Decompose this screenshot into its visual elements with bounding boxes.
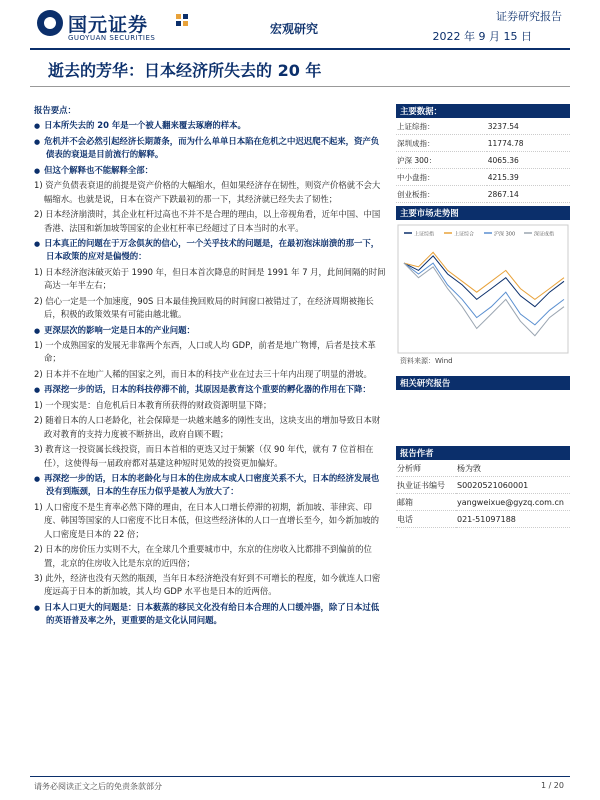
key-data-panel bbox=[396, 104, 570, 203]
author-field-label: 分析师 bbox=[396, 460, 456, 477]
sub-point: 3) 此外，经济也没有天然的瓶颈，当年日本经济绝没有好到不可增长的程度，如今就连人口密度远高于日本的新加坡，其人均 GDP 水平也是日本的近两倍。 bbox=[34, 573, 381, 597]
chart-frame bbox=[398, 225, 568, 353]
logo-subtext: GUOYUAN SECURITIES bbox=[68, 34, 156, 42]
key-data-name: 创业板指： bbox=[396, 186, 487, 203]
title-divider bbox=[30, 86, 570, 87]
sub-point: 2) 日本的房价压力实则不大，在全球几个重要城市中，东京的住房收入比都排不到偏前的位置，北京的住房收入比是东京的近四倍； bbox=[34, 544, 372, 568]
table-row bbox=[396, 186, 570, 203]
page-number: 1 / 20 bbox=[540, 781, 564, 790]
bullet: ● 再深挖一步的话，日本的老龄化与日本的住房成本或人口密度关系不大，日本的经济发展也没有到瓶颈，日本的生存压力似乎是被人为放大了： bbox=[34, 472, 387, 499]
table-row bbox=[396, 511, 570, 528]
key-data-value: 11774.78 bbox=[487, 135, 570, 152]
trend-chart-svg bbox=[396, 223, 570, 355]
table-row bbox=[396, 135, 570, 152]
legend-label: 沪深 300 bbox=[494, 231, 516, 238]
key-data-name: 沪深 300： bbox=[396, 152, 487, 169]
author-title: 报告作者 bbox=[396, 446, 570, 460]
sub-point: 1) 一个现实是：自危机后日本教育所获得的财政资源明显下降； bbox=[34, 399, 272, 410]
footer-divider bbox=[30, 776, 570, 777]
key-data-name: 上证综指： bbox=[396, 118, 487, 135]
author-phone: 021-51097188 bbox=[456, 511, 570, 528]
legend-label: 上证综合 bbox=[454, 231, 475, 238]
key-data-value: 2867.14 bbox=[487, 186, 570, 203]
sub-point: 1) 资产负债表衰退的前提是资产价格的大幅缩水，但如果经济存在韧性，则资产价格就不会大幅缩水。也就是说，日本在资产下跌最初的那一下，其经济就已经失去了韧性； bbox=[34, 180, 381, 204]
bullet: ● 日本真正的问题在于万念俱灰的信心，一个关乎技术的问题是，在最初泡沫崩溃的那一下，日本政策的应对是偏慢的： bbox=[34, 237, 387, 264]
author-email[interactable]: yangweixue@gyzq.com.cn bbox=[456, 494, 570, 511]
trend-panel bbox=[396, 206, 570, 220]
sub-point: 1) 一个成熟国家的发展无非靠两个东西，人口或人均 GDP，前者是地广物博，后者是技术革命； bbox=[34, 340, 376, 364]
logo-dots-icon bbox=[176, 14, 190, 28]
footer-disclaimer: 请务必阅读正文之后的免责条款部分 bbox=[34, 782, 162, 791]
table-row bbox=[396, 169, 570, 186]
legend-label: 上证综指 bbox=[414, 231, 435, 238]
author-field-value: 杨为敩 bbox=[456, 460, 570, 477]
author-field-label: 执业证书编号 bbox=[396, 477, 456, 494]
summary-heading: 报告要点： bbox=[34, 105, 76, 115]
bullet: ● 日本人口更大的问题是：日本薮蒸的移民文化没有给日本合理的人口缓冲器，除了日本过低的英语普及率之外，更重要的是文化认同问题。 bbox=[34, 601, 387, 628]
key-data-value: 3237.54 bbox=[487, 118, 570, 135]
table-row bbox=[396, 460, 570, 477]
sub-point: 3) 教育这一投资属长线投资，而日本首相的更迭又过于频繁（仅 90 年代，就有 7 位首相在任），这使得每一届政府都对基建这种短时见效的投资更加偏好。 bbox=[34, 444, 374, 468]
header-divider bbox=[30, 48, 570, 50]
sub-point: 2) 信心一定是一个加速度，90S 日本最佳挽回败局的时间窗口被错过了，在经济周期被拖长后，积极的政策效果有可能由越北辙。 bbox=[34, 295, 374, 320]
summary-body bbox=[34, 104, 387, 630]
key-data-value: 4065.36 bbox=[487, 152, 570, 169]
report-category: 宏观研究 bbox=[270, 22, 319, 36]
series-line bbox=[404, 256, 564, 307]
author-field-value: S0020521060001 bbox=[456, 477, 570, 494]
report-title: 逝去的芳华：日本经济所失去的 20 年 bbox=[48, 61, 322, 80]
author-field-label: 电话 bbox=[396, 511, 456, 528]
logo-text: 国元证券 bbox=[68, 14, 149, 36]
bullet: ● 更深层次的影响一定是日本的产业问题： bbox=[34, 324, 387, 337]
trend-title: 主要市场走势图 bbox=[396, 206, 570, 220]
logo-icon bbox=[37, 10, 63, 36]
trend-chart bbox=[396, 223, 570, 355]
sub-point: 1) 人口密度不是生育率必然下降的理由，在日本人口增长停滞的初期，新加坡、菲律宾、印度、韩国等国家的人口密度不比日本低，但这些经济体的人口一直增长至今，如今新加坡的人口密度是日本的 22 倍； bbox=[34, 501, 379, 539]
key-data-table bbox=[396, 118, 570, 203]
chart-source: 资料来源：Wind bbox=[400, 357, 453, 365]
bullet: ● 再深挖一步的话，日本的科技停滞不前，其原因是教育这个重要的孵化器的作用在下降： bbox=[34, 383, 387, 396]
table-row bbox=[396, 494, 570, 511]
bullet: ● 日本所失去的 20 年是一个被人翻来覆去琢磨的样本。 bbox=[34, 119, 387, 132]
key-data-name: 中小盘指： bbox=[396, 169, 487, 186]
sub-point: 2) 日本并不在地广人稀的国家之列，而日本的科技产业在过去三十年内出现了明显的滑坡。 bbox=[34, 368, 372, 379]
author-table bbox=[396, 460, 570, 528]
sub-point: 2) 日本经济崩溃时，其企业杠杆过高也不并不是合理的理由，以上帝视角看，近年中国、中国香港、法国和新加坡等国家的企业杠杆率已经超过了日本当时的水平。 bbox=[34, 209, 381, 233]
series-line bbox=[404, 263, 564, 336]
key-data-title: 主要数据： bbox=[396, 104, 570, 118]
report-date: 2022 年 9 月 15 日 bbox=[432, 30, 532, 43]
table-row bbox=[396, 477, 570, 494]
key-data-value: 4215.39 bbox=[487, 169, 570, 186]
related-panel bbox=[396, 376, 570, 390]
report-type: 证券研究报告 bbox=[496, 10, 562, 23]
related-title: 相关研究报告 bbox=[396, 376, 570, 390]
table-row bbox=[396, 118, 570, 135]
author-field-label: 邮箱 bbox=[396, 494, 456, 511]
series-line bbox=[404, 252, 564, 299]
sub-point: 1) 日本经济泡沫破灭始于 1990 年，但日本首次降息的时间是 1991 年 7 月，此间间隔的时间高达一年半左右； bbox=[34, 266, 386, 291]
key-data-name: 深圳成指： bbox=[396, 135, 487, 152]
bullet: ● 但这个解释也不能解释全部： bbox=[34, 164, 387, 177]
legend-label: 深证成指 bbox=[534, 231, 555, 238]
bullet: ● 危机并不会必然引起经济长期萧条，而为什么单单日本陷在危机之中迟迟爬不起来，资产负债表的衰退是目前流行的解释。 bbox=[34, 135, 387, 162]
sub-point: 2) 随着日本的人口老龄化，社会保障是一块越来越多的刚性支出，这块支出的增加导致日本财政对教育的支持力度被不断挤出，政府自顾不暇； bbox=[34, 415, 381, 439]
author-panel bbox=[396, 446, 570, 528]
table-row bbox=[396, 152, 570, 169]
